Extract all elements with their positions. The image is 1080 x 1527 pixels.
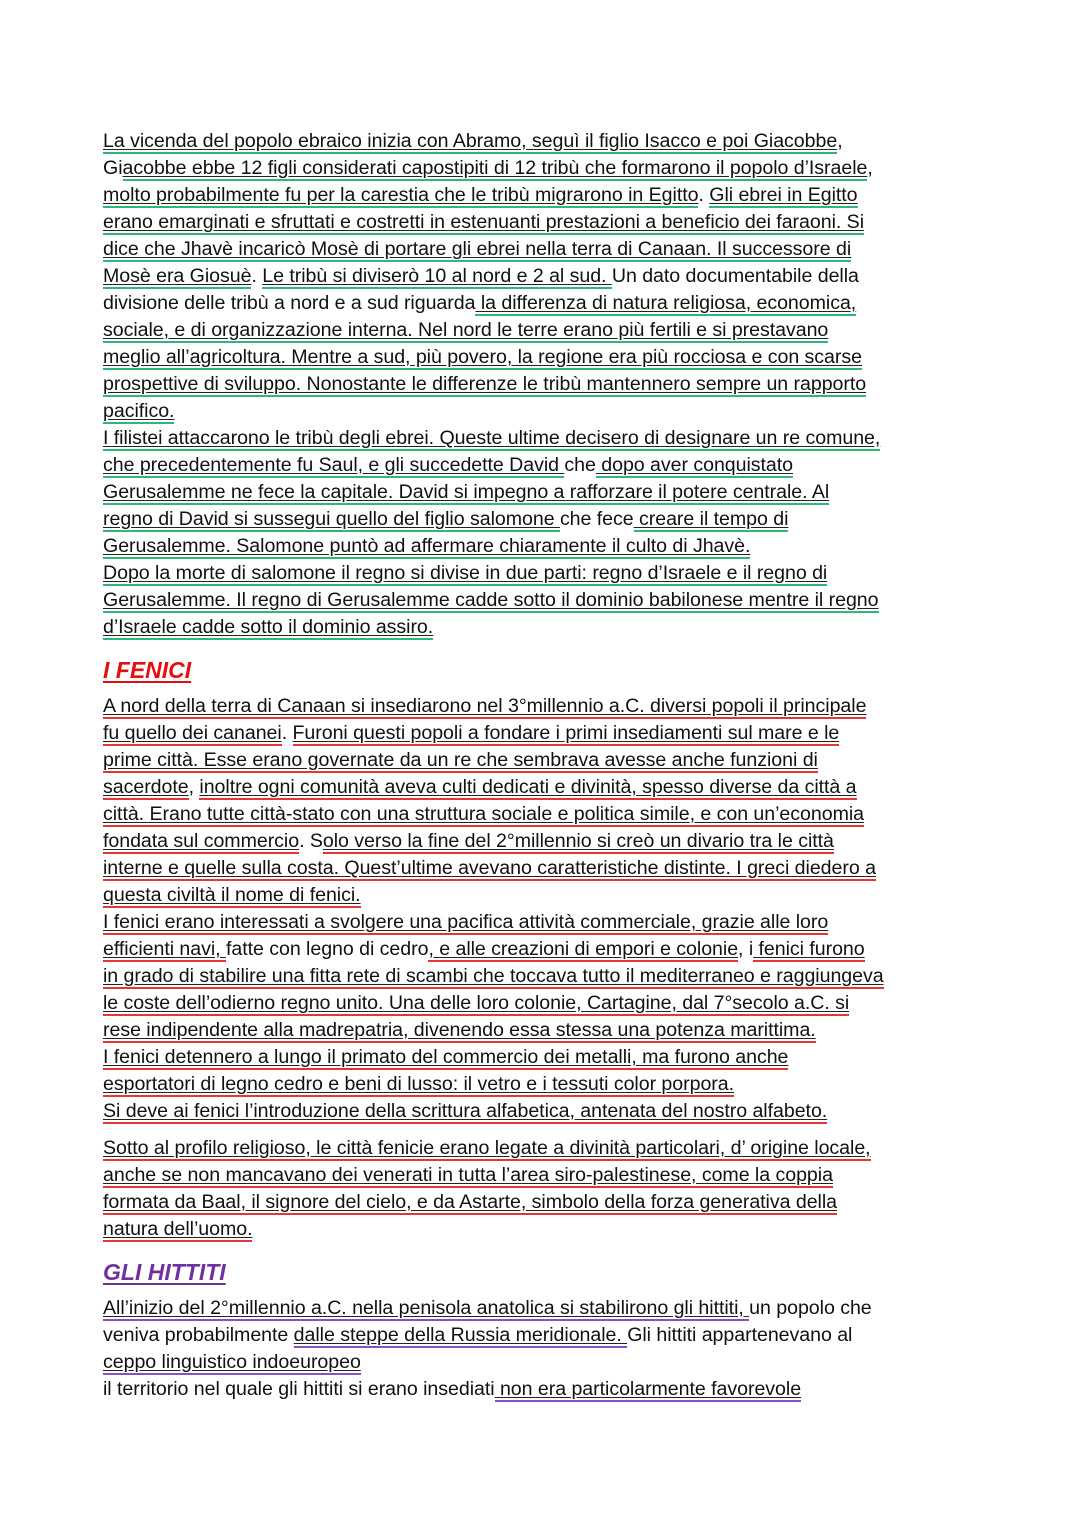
plain-text: Gi (103, 157, 123, 179)
highlighted-text: Le tribù si diviserò 10 al nord e 2 al sud. (262, 265, 612, 287)
highlighted-text: I filistei attaccarono le tribù degli ebrei. Queste ultime decisero di designare un re comune, (103, 427, 881, 449)
document-page (103, 128, 983, 1403)
highlighted-text: interne e quelle sulla costa. Quest’ultime avevano caratteristiche distinte. I greci diedero a (103, 857, 876, 879)
highlighted-text: la differenza di natura religiosa, economica, (475, 292, 857, 314)
highlighted-text: Furoni questi popoli a fondare i primi insediamenti sul mare e le (292, 722, 840, 744)
highlighted-text: pacifico. (103, 400, 175, 422)
text-line (103, 909, 983, 936)
plain-text: Un dato documentabile della (611, 265, 859, 287)
highlighted-text: efficienti navi, (103, 938, 226, 960)
text-line (103, 720, 983, 747)
text-line (103, 774, 983, 801)
text-line (103, 855, 983, 882)
text-line (103, 747, 983, 774)
text-line (103, 209, 983, 236)
plain-text: il territorio nel quale gli hittiti si erano insediati (103, 1378, 495, 1400)
highlighted-text: I fenici detennero a lungo il primato del commercio dei metalli, ma furono anche (103, 1046, 789, 1068)
text-line (103, 317, 983, 344)
plain-text: , i (738, 938, 754, 960)
highlighted-text: Il successore di (716, 238, 852, 260)
text-line (103, 182, 983, 209)
plain-text: . (698, 184, 710, 206)
highlighted-text: olo verso la fine del 2°millennio si creò un divario tra le città (322, 830, 834, 852)
highlighted-text: città. Erano tutte città-stato con una struttura sociale e politica simile, e con un’economia (103, 803, 864, 825)
highlighted-text: prospettive di sviluppo. Nonostante le differenze le tribù mantennero sempre un rapporto (103, 373, 867, 395)
text-line (103, 990, 983, 1017)
highlighted-text: non era particolarmente favorevole (494, 1378, 802, 1400)
text-line (103, 587, 983, 614)
text-line (103, 1098, 983, 1125)
text-line (103, 155, 983, 182)
plain-text: un popolo che (749, 1297, 872, 1319)
highlighted-text: Gerusalemme. Salomone puntò ad affermare chiaramente il culto di Jhavè. (103, 535, 751, 557)
section-fenici-paragraph-1 (103, 693, 983, 1125)
plain-text: veniva probabilmente (103, 1324, 294, 1346)
highlighted-text: molto probabilmente fu per la carestia che le tribù migrarono in Egitto (103, 184, 699, 206)
highlighted-text: sociale, e di organizzazione interna. Nel nord le terre erano più fertili e si prestavano (103, 319, 829, 341)
highlighted-text: natura dell’uomo. (103, 1218, 253, 1240)
highlighted-text: dice che Jhavè incaricò Mosè di portare gli ebrei nella terra di Canaan. (103, 238, 717, 260)
section-hittiti (103, 1295, 983, 1403)
text-line (103, 882, 983, 909)
highlighted-text: esportatori di legno cedro e beni di lusso: il vetro e i tessuti color porpora. (103, 1073, 735, 1095)
highlighted-text: rese indipendente alla madrepatria, divenendo essa stessa una potenza marittima. (103, 1019, 816, 1041)
highlighted-text: regno di David si sussegui quello del figlio salomone (103, 508, 560, 530)
highlighted-text: le coste dell’odierno regno unito. Una delle loro colonie, Cartagine, dal 7°secolo a.C. si (103, 992, 850, 1014)
text-line (103, 936, 983, 963)
text-line (103, 506, 983, 533)
highlighted-text: A nord della terra di Canaan si insediarono nel 3°millennio a.C. diversi popoli il principale (103, 695, 867, 717)
plain-text: , (188, 776, 200, 798)
text-line (103, 533, 983, 560)
highlighted-text: meglio all’agricoltura. Mentre a sud, più povero, la regione era più rocciosa e con scarse (103, 346, 862, 368)
highlighted-text: d’Israele cadde sotto il dominio assiro. (103, 616, 434, 638)
text-line (103, 371, 983, 398)
highlighted-text: Gerusalemme. Il regno di Gerusalemme cadde sotto il dominio babilonese mentre il regno (103, 589, 879, 611)
highlighted-text: dopo aver conquistato (595, 454, 794, 476)
paragraph-gap (103, 1125, 983, 1135)
text-line (103, 1135, 983, 1162)
highlighted-text: Mosè era Giosuè (103, 265, 252, 287)
text-line (103, 801, 983, 828)
highlighted-text: I fenici erano interessati a svolgere una pacifica attività commerciale, grazie alle loro (103, 911, 829, 933)
text-line (103, 1189, 983, 1216)
plain-text: Gli hittiti appartenevano al (627, 1324, 853, 1346)
highlighted-text: creare il tempo di (633, 508, 789, 530)
text-line (103, 1017, 983, 1044)
text-line (103, 614, 983, 641)
highlighted-text: Gerusalemme ne fece la capitale. David si impegno a rafforzare il potere centrale. (103, 481, 812, 503)
highlighted-text: fu quello dei cananei (103, 722, 282, 744)
highlighted-text: erano emarginati e sfruttati e costretti in estenuanti prestazioni a beneficio dei faraoni. (103, 211, 847, 233)
highlighted-text: questa civiltà il nome di fenici. (103, 884, 361, 906)
highlighted-text: , e alle creazioni di empori e colonie (428, 938, 739, 960)
plain-text: fatte con legno di cedro (225, 938, 429, 960)
text-line (103, 128, 983, 155)
text-line (103, 398, 983, 425)
plain-text: che (564, 454, 596, 476)
highlighted-text: fenici furono (753, 938, 865, 960)
text-line (103, 1044, 983, 1071)
text-line (103, 1322, 983, 1349)
highlighted-text: Sotto al profilo religioso, le città fenicie erano legate a divinità particolari, d’ origine locale, (103, 1137, 871, 1159)
text-line (103, 560, 983, 587)
plain-text: che fece (559, 508, 634, 530)
text-line (103, 693, 983, 720)
text-line (103, 236, 983, 263)
plain-text: . (281, 722, 293, 744)
highlighted-text: Si deve ai fenici l’introduzione della scrittura alfabetica, antenata del nostro alfabeto. (103, 1100, 828, 1122)
text-line (103, 344, 983, 371)
highlighted-text: All’inizio del 2°millennio a.C. nella penisola anatolica si stabilirono gli hittiti, (103, 1297, 750, 1319)
highlighted-text: ceppo linguistico indoeuropeo (103, 1351, 361, 1373)
text-line (103, 1162, 983, 1189)
highlighted-text: Al (811, 481, 830, 503)
text-line (103, 1376, 983, 1403)
text-line (103, 452, 983, 479)
text-line (103, 290, 983, 317)
text-line (103, 1295, 983, 1322)
text-line (103, 1216, 983, 1243)
highlighted-text: prime città. Esse erano governate da un re che sembrava avesse anche funzioni di (103, 749, 818, 771)
text-line (103, 425, 983, 452)
text-line (103, 479, 983, 506)
highlighted-text: La vicenda del popolo ebraico inizia con Abramo, seguì il figlio Isacco e poi Giacobbe (103, 130, 838, 152)
highlighted-text: fondata sul commercio (103, 830, 300, 852)
highlighted-text: inoltre ogni comunità aveva culti dedicati e divinità, spesso diverse da città a (199, 776, 857, 798)
section-ebrei (103, 128, 983, 641)
section-fenici-paragraph-2 (103, 1135, 983, 1243)
plain-text: . (251, 265, 263, 287)
text-line (103, 1071, 983, 1098)
highlighted-text: Dopo la morte di salomone il regno si divise in due parti: regno d’Israele e il regno di (103, 562, 828, 584)
heading-hittiti: GLI HITTITI (103, 1259, 226, 1285)
highlighted-text: in grado di stabilire una fitta rete di scambi che toccava tutto il mediterraneo e raggiungeva (103, 965, 884, 987)
highlighted-text: dalle steppe della Russia meridionale. (293, 1324, 628, 1346)
highlighted-text: Si (846, 211, 864, 233)
plain-text: divisione delle tribù a nord e a sud riguarda (103, 292, 476, 314)
heading-fenici: I FENICI (103, 657, 192, 683)
highlighted-text: Gli ebrei in Egitto (709, 184, 858, 206)
highlighted-text: sacerdote (103, 776, 189, 798)
plain-text: , (837, 130, 843, 152)
highlighted-text: anche se non mancavano dei venerati in tutta l’area siro-palestinese, come la coppia (103, 1164, 833, 1186)
highlighted-text: formata da Baal, il signore del cielo, e da Astarte, simbolo della forza generativa della (103, 1191, 837, 1213)
highlighted-text: che precedentemente fu Saul, e gli succedette David (103, 454, 565, 476)
plain-text: . S (299, 830, 323, 852)
text-line (103, 963, 983, 990)
highlighted-text: acobbe ebbe 12 figli considerati capostipiti di 12 tribù che formarono il popolo d’Israele (122, 157, 868, 179)
text-line (103, 828, 983, 855)
plain-text: , (867, 157, 873, 179)
text-line (103, 263, 983, 290)
text-line (103, 1349, 983, 1376)
